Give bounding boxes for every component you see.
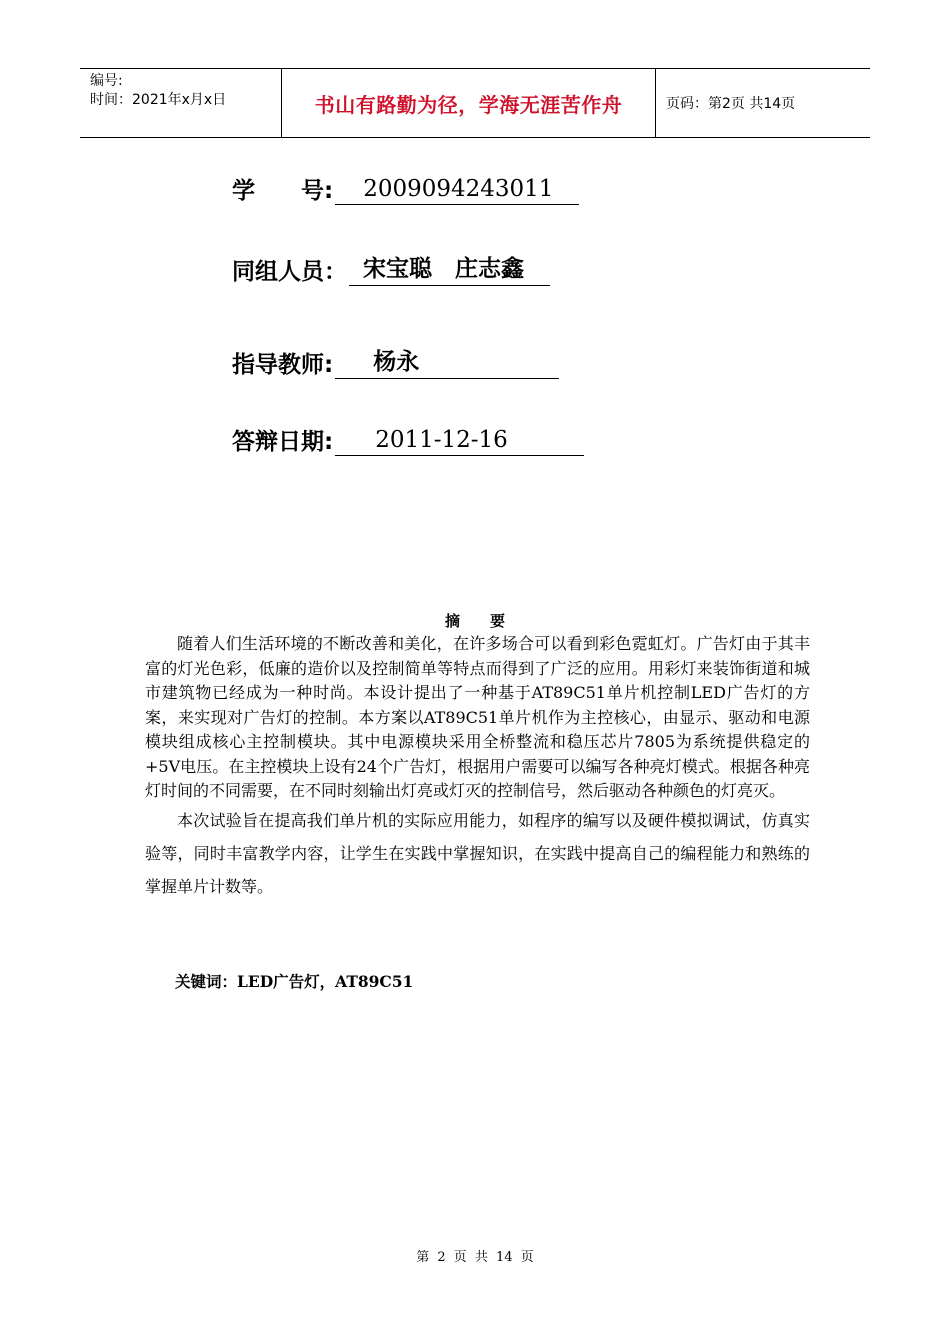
time-label: 时间：2021年x月x日 <box>90 92 227 108</box>
page-footer: 第 2 页 共 14 页 <box>416 1250 534 1265</box>
abstract-paragraph-2: 本次试验旨在提高我们单片机的实际应用能力，如程序的编写以及硬件模拟调试，仿真实验等，同时丰富教学内容，让学生在实践中掌握知识，在实践中提高自己的编程能力和熟练的掌握单片计数等。 <box>145 810 810 896</box>
defense-date-field <box>232 423 584 456</box>
defense-date-label: 答辩日期: <box>232 429 334 455</box>
group-members-field <box>232 250 550 286</box>
advisor-label: 指导教师: <box>232 352 334 378</box>
advisor-field <box>232 343 559 379</box>
student-id-label: 学 号: <box>232 178 334 204</box>
abstract-paragraph-1: 随着人们生活环境的不断改善和美化，在许多场合可以看到彩色霓虹灯。广告灯由于其丰富的灯光色彩，低廉的造价以及控制简单等特点而得到了广泛的应用。用彩灯来装饰街道和城市建筑物已经成为一种时尚。本设计提出了一种基于AT89C51单片机控制LED广告灯的方案，来实现对广告灯的控制。本方案以AT89C51单片机作为主控核心，由显示、驱动和电源模块组成核心主控制模块。其中电源模块采用全桥整流和稳压芯片7805为系统提供稳定的+5V电压。在主控模块上设有24个广告灯，根据用户需要可以编写各种亮灯模式。根据各种亮灯时间的不同需要，在不同时刻输出灯亮或灯灭的控制信号，然后驱动各种颜色的灯亮灭。 <box>145 634 810 800</box>
header-page-info: 页码：第2页 共14页 <box>666 96 796 112</box>
advisor-value: 杨永 <box>335 343 559 379</box>
keywords: 关键词：LED广告灯，AT89C51 <box>175 972 414 991</box>
abstract-title: 摘 要 <box>444 612 505 630</box>
group-members-value: 宋宝聪 庄志鑫 <box>349 250 550 286</box>
student-id-value: 2009094243011 <box>335 176 579 205</box>
header-motto: 书山有路勤为径，学海无涯苦作舟 <box>282 69 656 137</box>
abstract-body <box>145 632 810 903</box>
group-members-label: 同组人员： <box>232 259 347 285</box>
defense-date-value: 2011-12-16 <box>335 427 584 456</box>
header-meta <box>80 69 282 137</box>
page-header <box>80 68 870 138</box>
student-id-field <box>232 172 579 205</box>
serial-label: 编号: <box>90 73 123 89</box>
